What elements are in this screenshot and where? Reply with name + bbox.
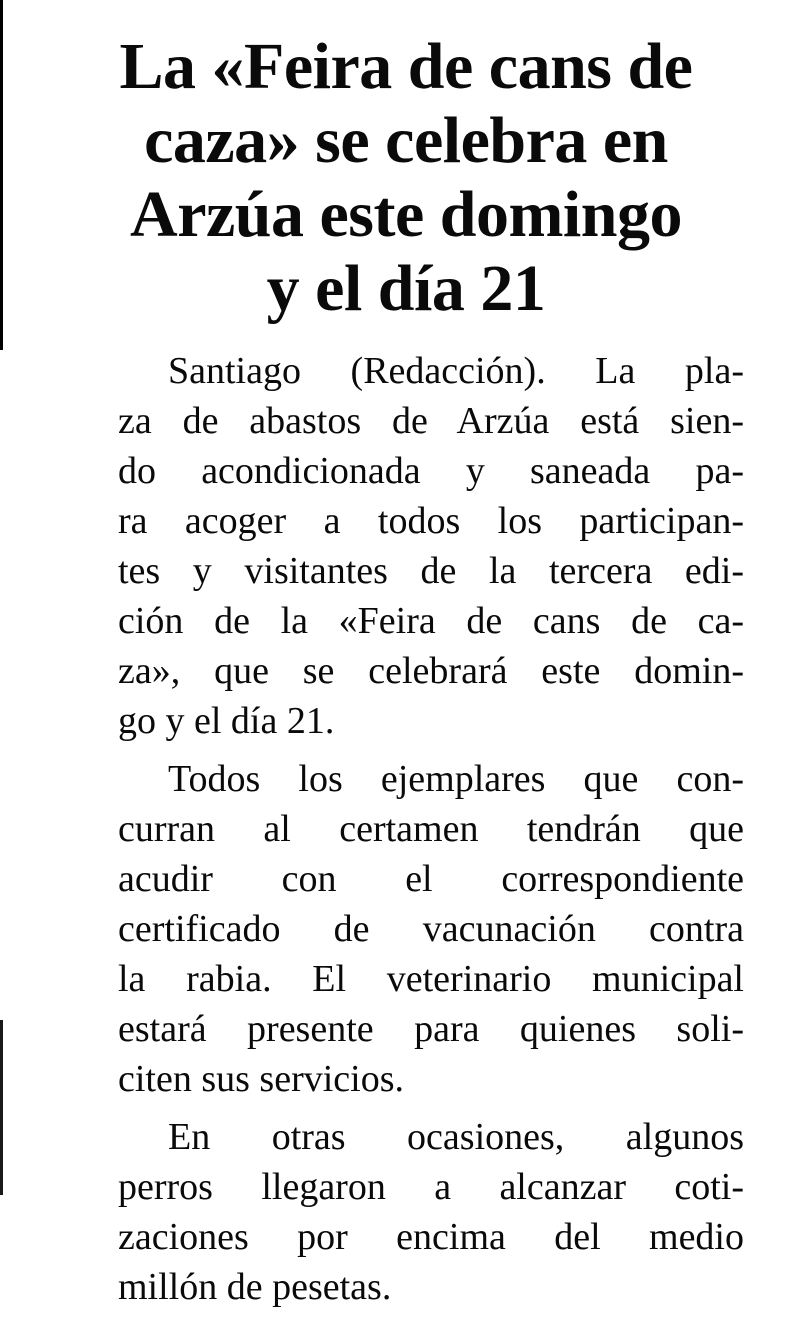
text-line: za», que se celebrará este domin- <box>118 650 744 692</box>
headline <box>68 18 744 326</box>
text-line: curran al certamen tendrán que <box>118 808 744 850</box>
text-line: perros llegaron a alcanzar coti- <box>118 1166 744 1208</box>
paragraph-3 <box>68 1112 744 1312</box>
text-line: acudir con el correspondiente <box>118 858 744 900</box>
text-line: tes y visitantes de la tercera edi- <box>118 550 744 592</box>
text-line: go y el día 21. <box>118 700 335 742</box>
text-line: zaciones por encima del medio <box>118 1216 744 1258</box>
text-line: ción de la «Feira de cans de ca- <box>118 600 744 642</box>
headline-line: La «Feira de cans de <box>119 30 693 103</box>
text-line: Todos los ejemplares que con- <box>168 758 744 800</box>
text-line: ra acoger a todos los participan- <box>118 500 744 542</box>
scan-edge-artifact <box>0 0 3 350</box>
text-line: En otras ocasiones, algunos <box>168 1116 744 1158</box>
scan-edge-artifact <box>0 1020 3 1195</box>
headline-line: caza» se celebra en <box>144 104 668 177</box>
text-line: la rabia. El veterinario municipal <box>118 958 744 1000</box>
article-body <box>68 346 744 1312</box>
text-line: millón de pesetas. <box>118 1266 392 1308</box>
paragraph-2 <box>68 754 744 1104</box>
paragraph-1 <box>68 346 744 746</box>
headline-line: Arzúa este domingo <box>130 178 682 251</box>
article <box>68 18 744 1312</box>
text-line: za de abastos de Arzúa está sien- <box>118 400 744 442</box>
text-line: certificado de vacunación contra <box>118 908 744 950</box>
text-line: do acondicionada y saneada pa- <box>118 450 744 492</box>
text-line: Santiago (Redacción). La pla- <box>168 350 744 392</box>
text-line: citen sus servicios. <box>118 1058 405 1100</box>
headline-line: y el día 21 <box>266 252 546 325</box>
text-line: estará presente para quienes soli- <box>118 1008 744 1050</box>
